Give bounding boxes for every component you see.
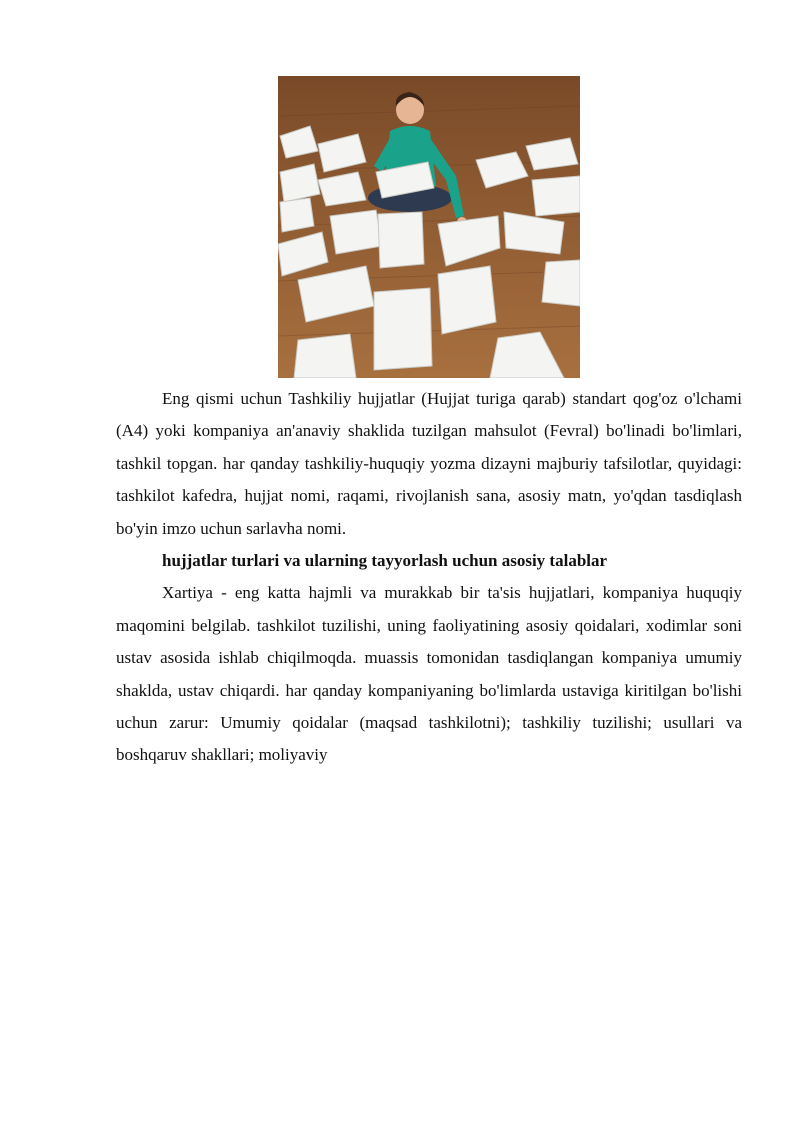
photo-woman-sorting-paper-stacks-icon [278, 76, 580, 378]
paragraph-charter: Xartiya - eng katta hajmli va murakkab bir ta'sis hujjatlari, kompaniya huquqiy maqomini belgilab. tashkilot tuzilishi, uning faoliyatining asosiy qoidalari, xodimlar soni ustav asosida ishlab chiqilmoqda. muassis tomonidan tasdiqlangan kompaniya umumiy shaklda, ustav chiqardi. har qanday kompaniyaning bo'limlarda ustaviga kiritilgan bo'lishi uchun zarur: Umumiy qoidalar (maqsad tashkilotni); tashkiliy tuzilishi; usullari va boshqaruv shakllari; moliyaviy [116, 583, 742, 765]
paragraph-intro: Eng qismi uchun Tashkiliy hujjatlar (Hujjat turiga qarab) standart qog'oz o'lchami (A4) yoki kompaniya an'anaviy shaklida tuzilgan mahsulot (Fevral) bo'linadi bo'limlari, tashkil topgan. har qanday tashkiliy-huquqiy yozma dizayni majburiy tafsilotlar, quyidagi: tashkilot kafedra, hujjat nomi, raqami, rivojlanish sana, asosiy matn, yo'qdan tasdiqlash bo'yin imzo uchun sarlavha nomi. [116, 389, 742, 538]
section-heading: hujjatlar turlari va ularning tayyorlash uchun asosiy talablar [162, 551, 608, 571]
document-body [116, 383, 742, 772]
document-photo [278, 76, 580, 378]
